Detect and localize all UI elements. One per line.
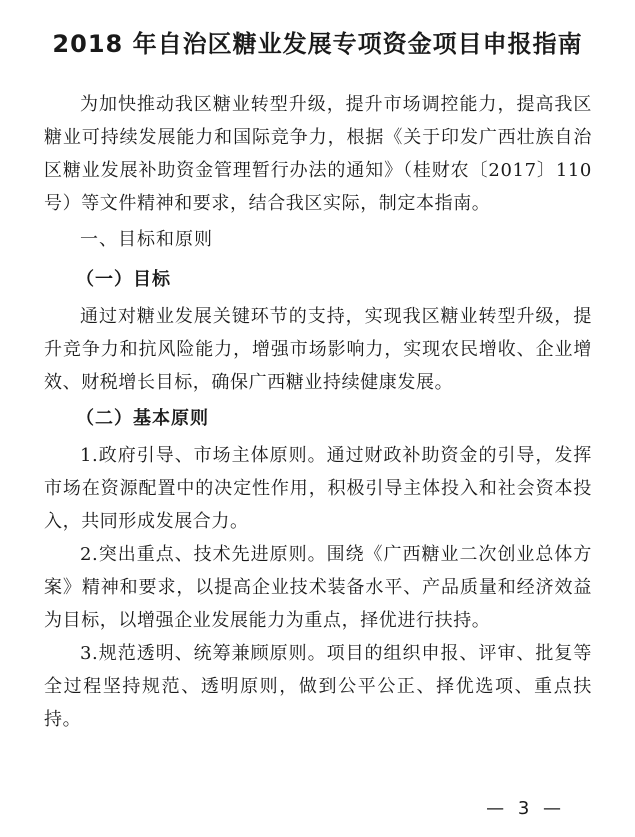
goals-paragraph: 通过对糖业发展关键环节的支持，实现我区糖业转型升级，提升竞争力和抗风险能力，增强市场影响力，实现农民增收、企业增效、财税增长目标，确保广西糖业持续健康发展。 — [44, 306, 592, 393]
intro-paragraph: 为加快推动我区糖业转型升级，提升市场调控能力，提高我区糖业可持续发展能力和国际竞争力，根据《关于印发广西壮族自治区糖业发展补助资金管理暂行办法的通知》（桂财农〔2017〕110 号）等文件精神和要求，结合我区实际，制定本指南。 — [44, 94, 592, 214]
principle-paragraph: 2.突出重点、技术先进原则。围绕《广西糖业二次创业总体方案》精神和要求，以提高企业技术装备水平、产品质量和经济效益为目标，以增强企业发展能力为重点，择优进行扶持。 — [44, 544, 592, 631]
principle-paragraph: 3.规范透明、统筹兼顾原则。项目的组织申报、评审、批复等全过程坚持规范、透明原则，做到公平公正、择优选项、重点扶持。 — [44, 643, 592, 730]
subsection-heading-principles: （二）基本原则 — [76, 408, 209, 429]
document-body — [44, 88, 592, 736]
subsection-heading-goals: （一）目标 — [76, 269, 171, 290]
page-number: — 3 — — [486, 798, 565, 819]
document-title: 2018 年自治区糖业发展专项资金项目申报指南 — [52, 30, 583, 58]
section-heading-goals-principles: 一、目标和原则 — [80, 229, 213, 250]
principle-paragraph: 1.政府引导、市场主体原则。通过财政补助资金的引导，发挥市场在资源配置中的决定性作用，积极引导主体投入和社会资本投入，共同形成发展合力。 — [44, 445, 592, 532]
